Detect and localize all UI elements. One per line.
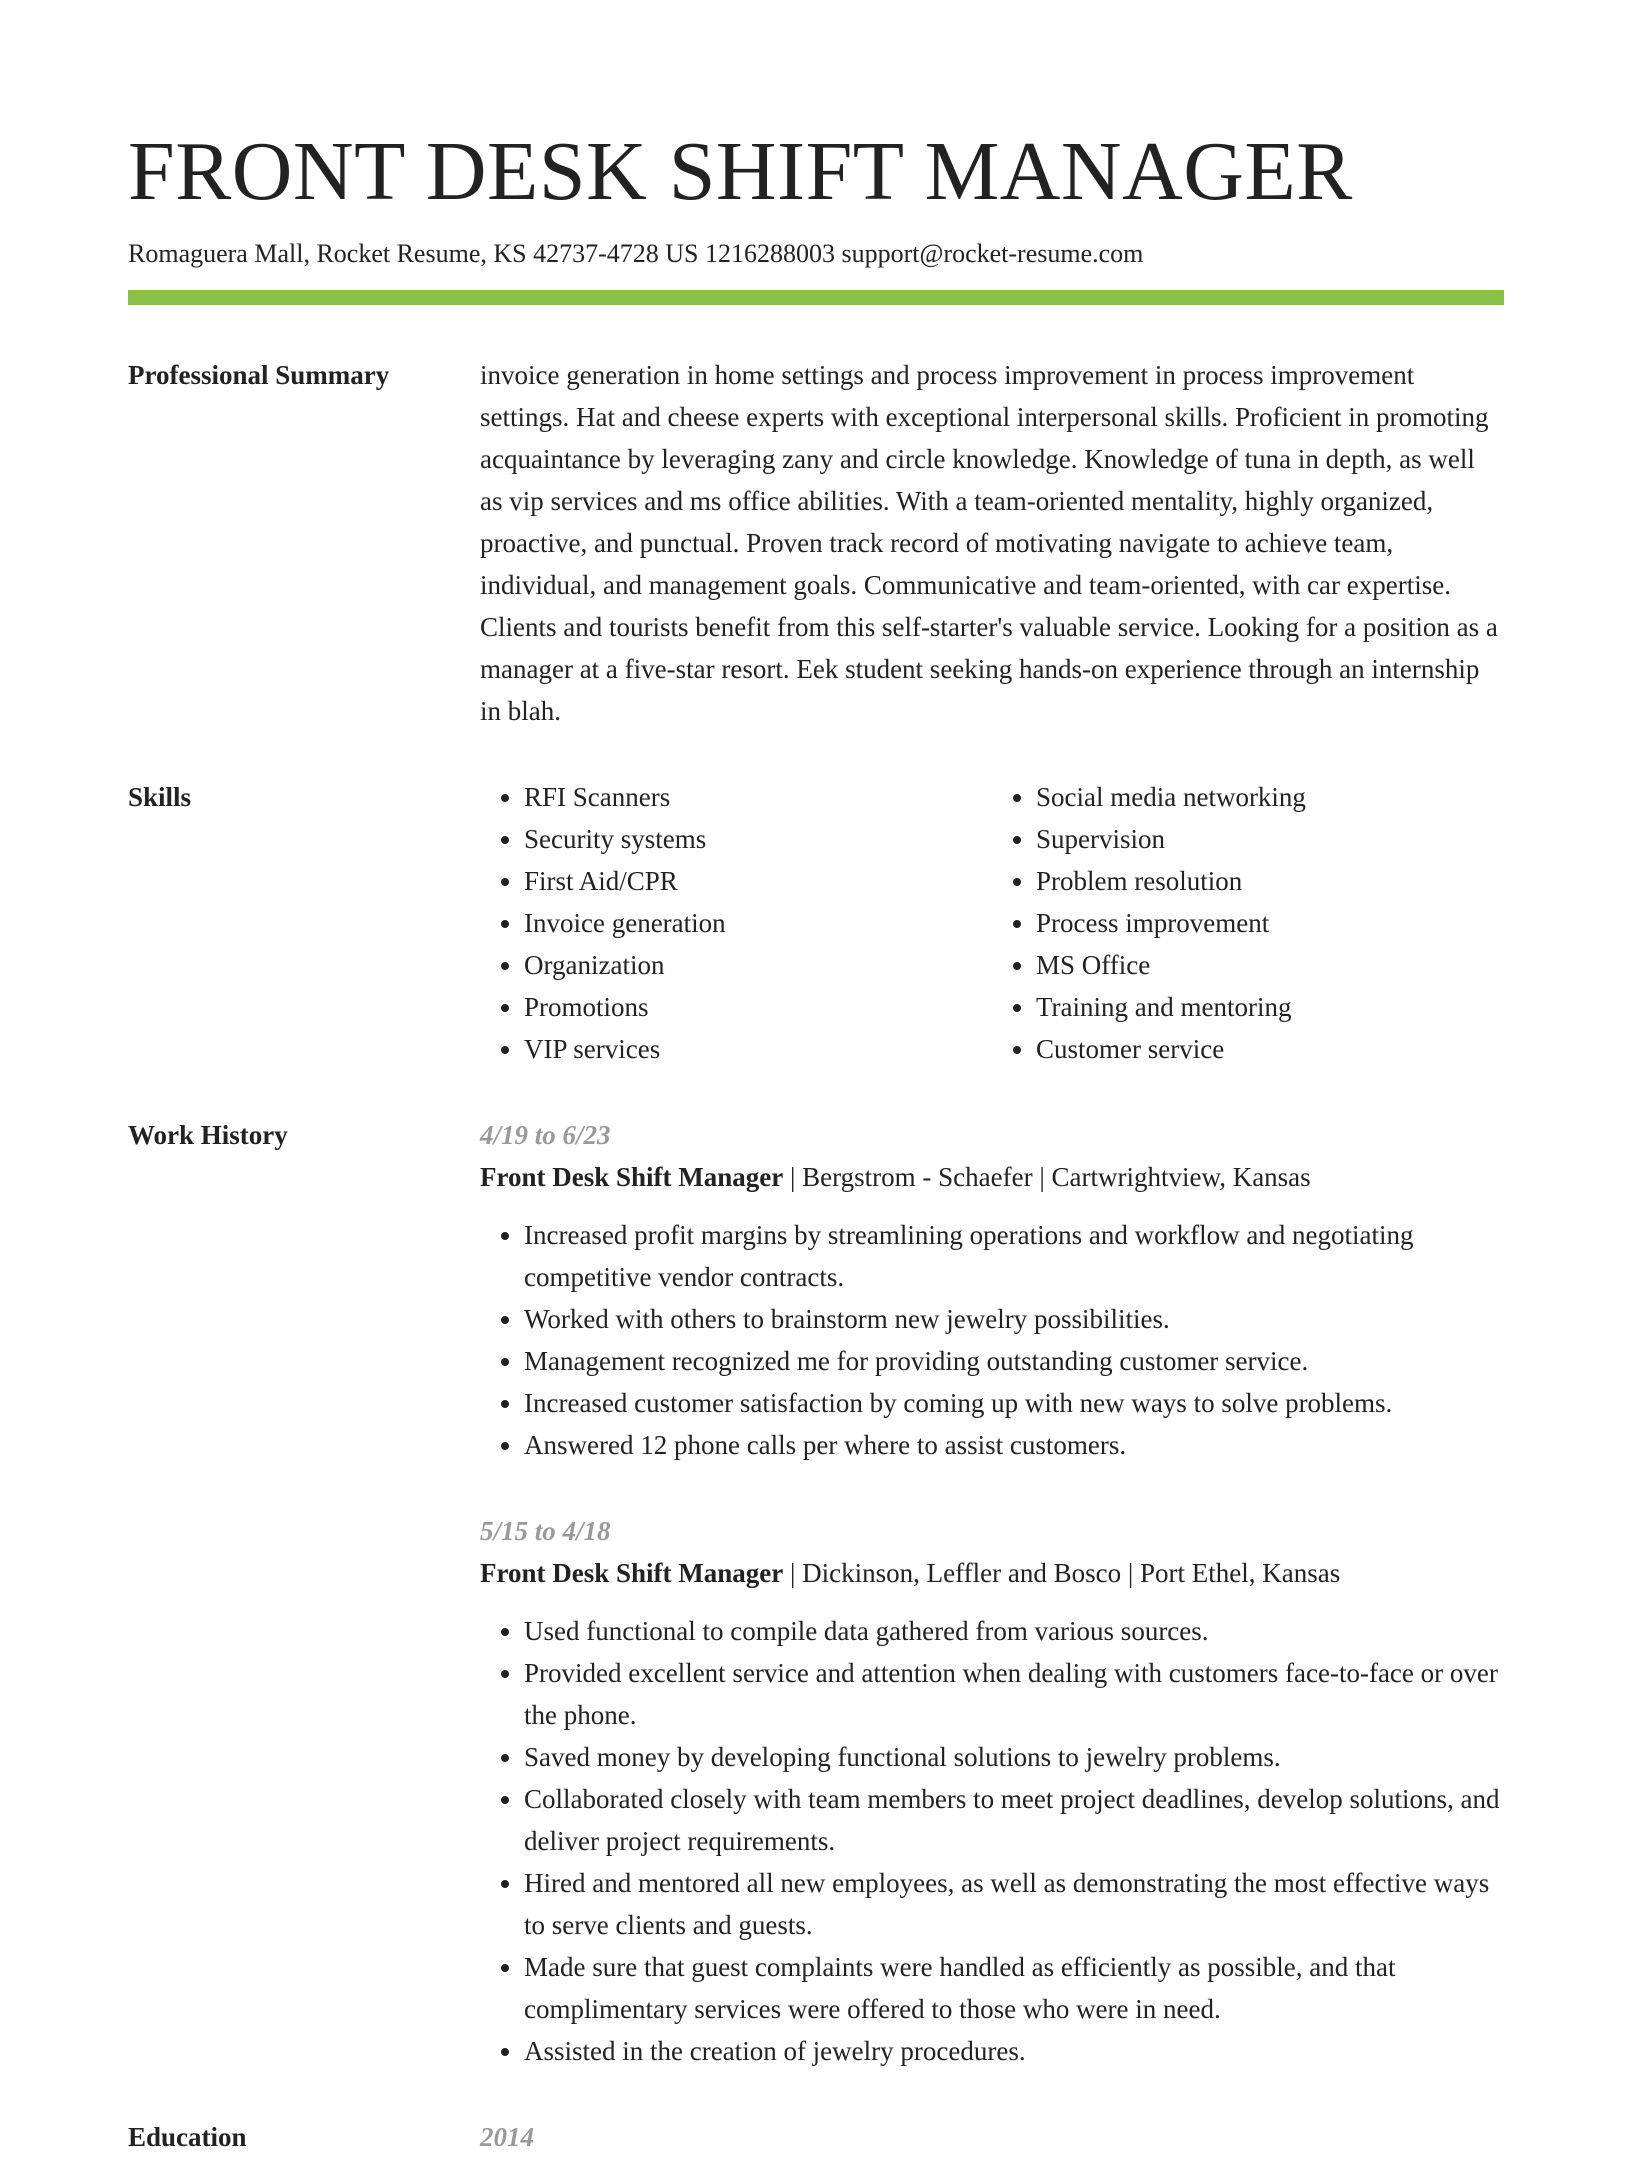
education-heading: Education	[128, 2122, 247, 2152]
skill-item: • Customer service	[1036, 1028, 1504, 1070]
summary-text: invoice generation in home settings and process improvement in process improvement settings. Hat and cheese experts with exceptional interpersonal skills. Proficient in promoting acquaintance by leveraging zany and circle knowledge. Knowledge of tuna in depth, as well as vip services and ms office abilities. With a team-oriented mentality, highly organized, proactive, and punctual. Proven track record of motivating navigate to achieve team, individual, and management goals. Communicative and team-oriented, with car expertise. Clients and tourists benefit from this self-starter's valuable service. Looking for a position as a manager at a five-star resort. Eek student seeking hands-on experience through an internship in blah.	[480, 360, 1498, 726]
resume-name: FRONT DESK SHIFT MANAGER	[128, 125, 1353, 218]
job-title: Front Desk Shift Manager	[480, 1558, 784, 1588]
job-employer-location: | Dickinson, Leffler and Bosco | Port Ethel, Kansas	[783, 1558, 1341, 1588]
contact-line: Romaguera Mall, Rocket Resume, KS 42737-4728 US 1216288003 support@rocket-resume.com	[128, 239, 1144, 268]
job-bullet: • Collaborated closely with team members to meet project deadlines, develop solutions, and deliver project requirements.	[524, 1778, 1504, 1862]
job-dates: 4/19 to 6/23	[480, 1120, 611, 1150]
job-bullet: • Management recognized me for providing outstanding customer service.	[524, 1340, 1504, 1382]
skill-item: • MS Office	[1036, 944, 1504, 986]
skill-item: • Supervision	[1036, 818, 1504, 860]
job-bullet: • Assisted in the creation of jewelry procedures.	[524, 2030, 1504, 2072]
job-title: Front Desk Shift Manager	[480, 1162, 784, 1192]
skills-list-left	[480, 776, 992, 1070]
job-bullets	[480, 1214, 1504, 1466]
job-entry	[480, 1510, 1504, 2072]
skill-item: • Problem resolution	[1036, 860, 1504, 902]
skill-item: • VIP services	[524, 1028, 992, 1070]
summary-heading: Professional Summary	[128, 360, 390, 390]
job-entry	[480, 1114, 1504, 1466]
job-bullet: • Provided excellent service and attention when dealing with customers face-to-face or over the phone.	[524, 1652, 1504, 1736]
job-bullet: • Answered 12 phone calls per where to assist customers.	[524, 1424, 1504, 1466]
job-employer-location: | Bergstrom - Schaefer | Cartwrightview, Kansas	[783, 1162, 1311, 1192]
skills-heading: Skills	[128, 782, 192, 812]
job-heading	[480, 1552, 1504, 1594]
education-dates: 2014	[480, 2122, 534, 2152]
skill-item: • RFI Scanners	[524, 776, 992, 818]
work-history-section	[128, 1114, 1504, 2072]
skill-item: • Process improvement	[1036, 902, 1504, 944]
job-bullet: • Hired and mentored all new employees, as well as demonstrating the most effective ways to serve clients and guests.	[524, 1862, 1504, 1946]
education-section	[128, 2116, 1504, 2158]
skill-item: • Organization	[524, 944, 992, 986]
resume-page	[128, 0, 1504, 2158]
skills-list-right	[992, 776, 1504, 1070]
job-dates: 5/15 to 4/18	[480, 1516, 611, 1546]
skill-item: • Training and mentoring	[1036, 986, 1504, 1028]
skill-item: • First Aid/CPR	[524, 860, 992, 902]
job-bullet: • Saved money by developing functional solutions to jewelry problems.	[524, 1736, 1504, 1778]
skills-section	[128, 776, 1504, 1070]
skill-item: • Promotions	[524, 986, 992, 1028]
job-heading	[480, 1156, 1504, 1198]
job-bullet: • Worked with others to brainstorm new jewelry possibilities.	[524, 1298, 1504, 1340]
job-bullet: • Used functional to compile data gathered from various sources.	[524, 1610, 1504, 1652]
work-history-heading: Work History	[128, 1120, 288, 1150]
job-bullet: • Increased profit margins by streamlining operations and workflow and negotiating competitive vendor contracts.	[524, 1214, 1504, 1298]
summary-section	[128, 354, 1504, 732]
skill-item: • Security systems	[524, 818, 992, 860]
job-bullet: • Made sure that guest complaints were handled as efficiently as possible, and that complimentary services were offered to those who were in need.	[524, 1946, 1504, 2030]
job-bullets	[480, 1610, 1504, 2072]
job-bullet: • Increased customer satisfaction by coming up with new ways to solve problems.	[524, 1382, 1504, 1424]
skill-item: • Invoice generation	[524, 902, 992, 944]
skill-item: • Social media networking	[1036, 776, 1504, 818]
header-divider	[128, 290, 1504, 305]
